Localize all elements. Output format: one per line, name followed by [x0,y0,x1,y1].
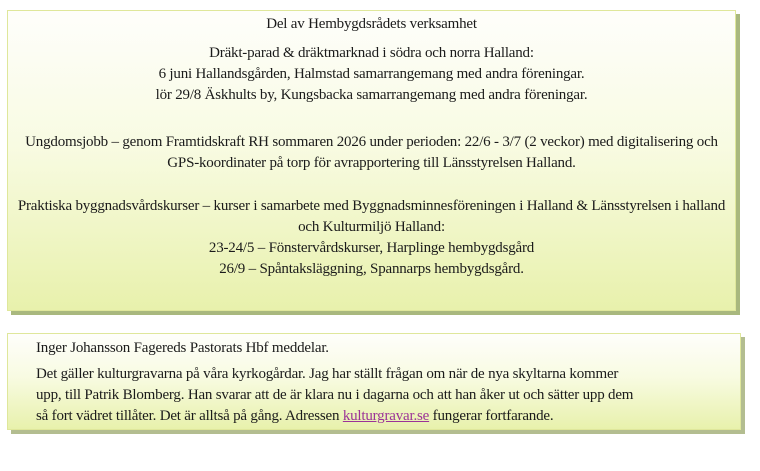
announcement-last-line [36,406,730,427]
announcement-panel [7,333,741,430]
text-after-link: fungerar fortfarande. [429,408,554,424]
text-line: 6 juni Hallandsgården, Halmstad samarrangemang med andra föreningar. [158,66,585,82]
text-line: Det gäller kulturgravarna på våra kyrkogårdar. Jag har ställt frågan om när de nya skyltarna kommer [36,366,619,382]
text-line: Praktiska byggnadsvårdskurser – kurser i samarbete med Byggnadsminnesföreningen i Halland & Länsstyrelsen i halland [17,198,726,214]
panel-title: Del av Hembygdsrådets verksamhet [266,16,477,32]
text-line: GPS-koordinater på torp för avrapportering till Länsstyrelsen Halland. [167,155,576,171]
text-before-link: så fort vädret tillåter. Det är alltså på gång. Adressen [36,408,343,424]
kulturgravar-link[interactable]: kulturgravar.se [342,408,430,424]
text-line: Dräkt-parad & dräktmarknad i södra och norra Halland: [209,45,534,61]
text-line: 23-24/5 – Fönstervårdskurser, Harplinge hembygdsgård [208,240,535,256]
text-line: lör 29/8 Äskhults by, Kungsbacka samarrangemang med andra föreningar. [155,87,588,103]
text-line: och Kulturmiljö Halland: [298,219,445,235]
youth-jobs-group [8,132,735,174]
dress-parade-group [8,43,735,106]
announcement-body [36,364,730,427]
announcement-heading: Inger Johansson Fagereds Pastorats Hbf meddelar. [36,340,329,356]
text-line: 26/9 – Spåntaksläggning, Spannarps hembygdsgård. [219,261,524,277]
building-courses-group [8,196,735,280]
text-line: Ungdomsjobb – genom Framtidskraft RH sommaren 2026 under perioden: 22/6 - 3/7 (2 veckor) med digitalisering och [25,134,718,150]
text-line: upp, till Patrik Blomberg. Han svarar att de är klara nu i dagarna och att han åker ut och sätter upp dem [36,387,634,403]
activities-panel [7,10,736,311]
